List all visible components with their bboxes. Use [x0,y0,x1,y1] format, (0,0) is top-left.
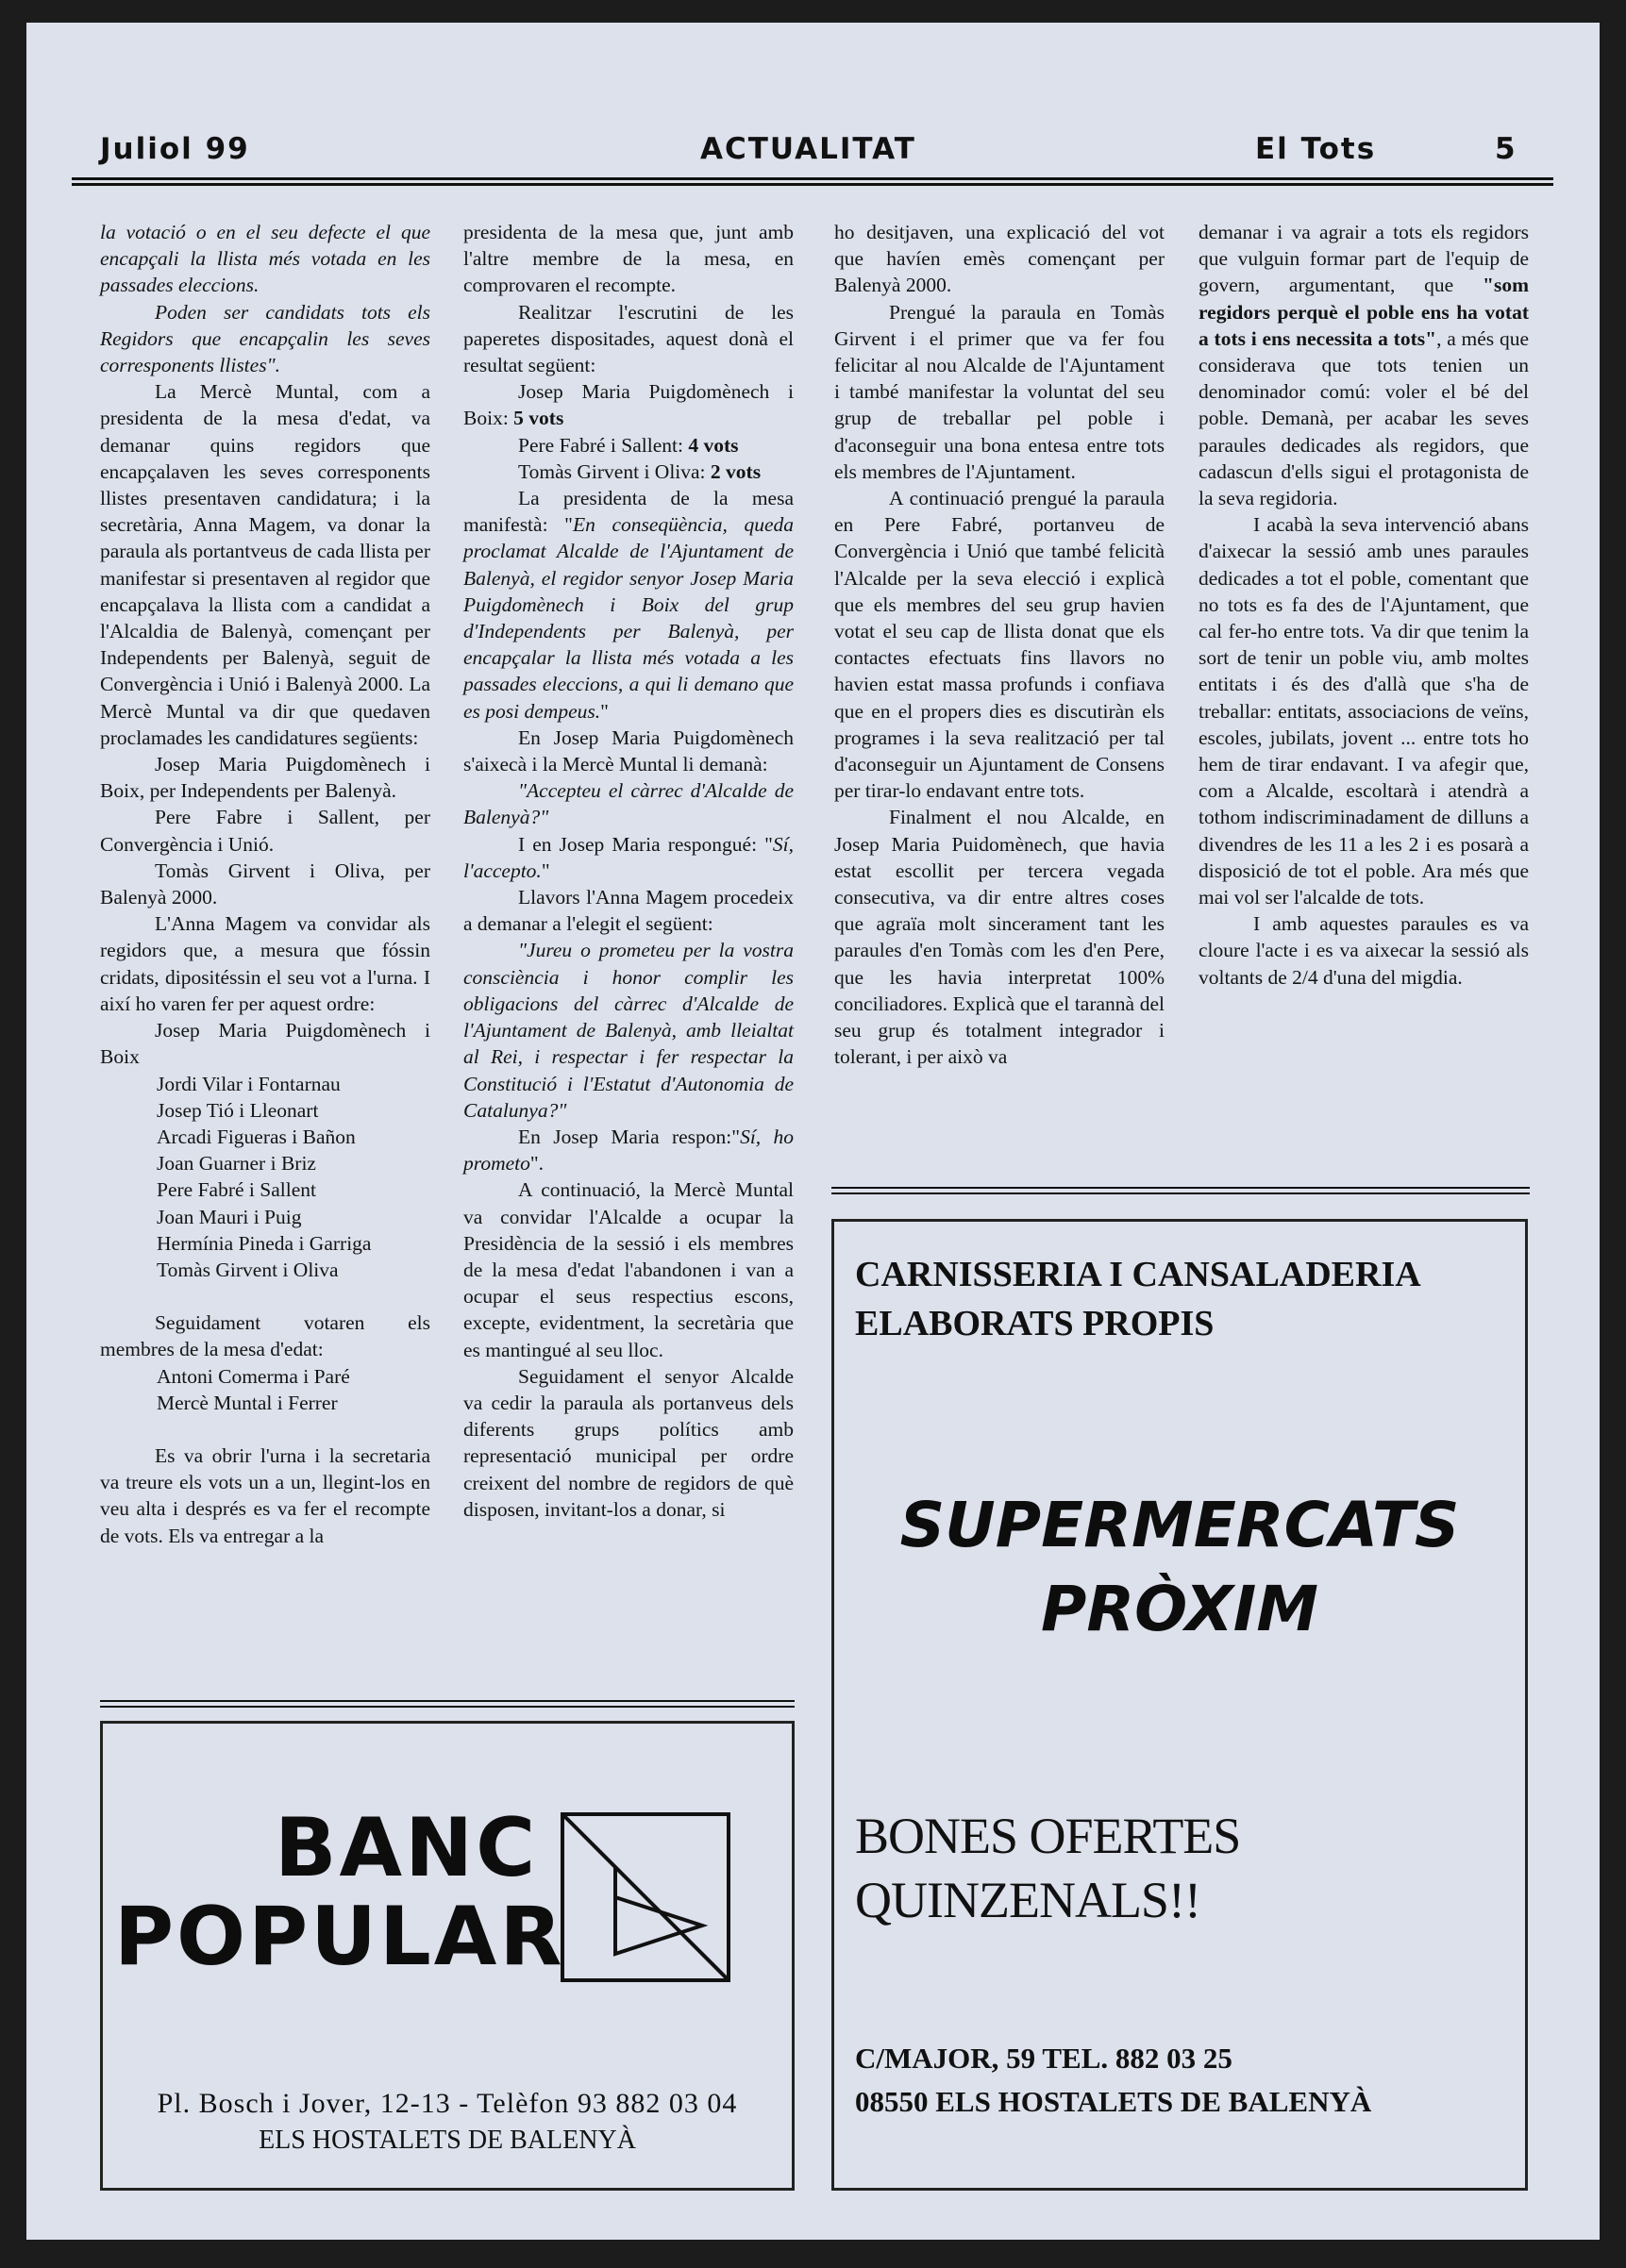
article-paragraph: Pere Fabre i Sallent, per Convergència i Unió. [100,806,430,856]
article-paragraph: En Josep Maria Puigdomènech s'aixecà i la Mercè Muntal li demanà: [463,725,794,776]
article-paragraph: Es va obrir l'urna i la secretaria va treure els vots un a un, llegint-los en veu alta i després es va fer el recompte de vots. Els va entregar a la [100,1443,430,1547]
article-paragraph: I en Josep Maria respongué: "Sí, l'accepto." [463,832,794,882]
ad-divider-rule-2 [831,1192,1530,1194]
article-paragraph: la votació o en el seu defecte el que encapçali la llista més votada en les passades eleccions. [100,221,430,297]
header-date: Juliol 99 [100,132,250,166]
bank-logo-icon [561,1812,730,1982]
article-column-3 [834,219,1165,1071]
article-paragraph: Josep Maria Puigdomènech i Boix: 5 vots [463,380,794,430]
article-paragraph: Hermínia Pineda i Garriga [157,1231,372,1255]
supermarket-address: C/MAJOR, 59 TEL. 882 03 25 [855,2042,1232,2075]
offers-line1: BONES OFERTES [855,1808,1241,1864]
article-paragraph: Josep Tió i Lleonart [157,1098,319,1122]
article-paragraph: La Mercè Muntal, com a presidenta de la mesa d'edat, va demanar quins regidors que encapçalaven les seves corresponents llistes presentaven candidatura; i la secretària, Anna Magem, va donar la paraula als portantveus de cada llista per manifestar si presentaven al regidor que encapçalava la llista com a candidat a l'Alcaldia de Balenyà, començant per Independents per Balenyà, seguit de Convergència i Unió i Balenyà 2000. La Mercè Muntal va dir que quedaven proclamades les candidatures següents: [100,380,430,749]
ad-divider-rule [831,1187,1530,1189]
bank-ad-rule [100,1700,795,1702]
article-column-1 [100,219,430,1549]
article-paragraph: L'Anna Magem va convidar als regidors que, a mesura que fóssin cridats, dipositéssin el seu vot a l'urna. I així ho varen fer per aquest ordre: [100,912,430,1015]
article-paragraph: Prengué la paraula en Tomàs Girvent i el primer que va fer fou felicitar al nou Alcalde de l'Ajuntament i també manifestar la voluntat del seu grup de treballar pel poble i d'aconseguir una bona entesa entre tots els membres de l'Ajuntament. [834,300,1165,483]
article-paragraph: Antoni Comerma i Paré [157,1364,350,1388]
article-paragraph: Seguidament votaren els membres de la mesa d'edat: [100,1311,430,1361]
supermarket-brand-line2: PRÒXIM [1040,1573,1319,1645]
supermarket-brand-line1: SUPERMERCATS [899,1489,1460,1561]
article-paragraph: Tomàs Girvent i Oliva [157,1258,339,1281]
article-paragraph: presidenta de la mesa que, junt amb l'altre membre de la mesa, en comprovaren el recompte. [463,221,794,297]
bank-ad-rule-2 [100,1706,795,1708]
header-rule-bottom [72,183,1553,186]
article-paragraph: Joan Guarner i Briz [157,1152,316,1176]
article-paragraph: Tomàs Girvent i Oliva, per Balenyà 2000. [100,859,430,909]
supermarket-line1: CARNISSERIA I CANSALADERIA [855,1255,1421,1294]
article-paragraph: "Accepteu el càrrec d'Alcalde de Balenyà?" [463,779,794,829]
bank-address: Pl. Bosch i Jover, 12-13 - Telèfon 93 882 03 04 [157,2088,738,2119]
bank-name-line2: POPULAR [114,1890,565,1984]
article-paragraph: Mercè Muntal i Ferrer [157,1391,338,1414]
bank-name-line1: BANC [275,1801,539,1895]
header-page-number: 5 [1495,132,1517,166]
article-paragraph: Finalment el nou Alcalde, en Josep Maria Puidomènech, que havia estat escollit per tercera vegada consecutiva, va dir entre altres coses que agraïa molt sincerament tant les paraules d'en Tomàs com les d'en Pere, que les havia interpretat 100% conciliadores. Explicà que el tarannà del seu grup és totalment integrador i tolerant, i per això va [834,806,1165,1069]
article-paragraph: demanar i va agrair a tots els regidors que vulguin formar part de l'equip de govern, argumentant, que "som regidors perquè el poble ens ha votat a tots i ens necessita a tots", a més que considerava que tots tenien un denominador comú: voler el bé del poble. Demanà, per acabar les seves paraules dedicades als regidors, que cadascun d'ells sigui el protagonista de la seva regidoria. [1199,221,1530,510]
article-paragraph: Realitzar l'escrutini de les paperetes dispositades, aquest donà el resultat següent: [463,300,794,377]
article-paragraph: La presidenta de la mesa manifestà: "En conseqüència, queda proclamat Alcalde de l'Ajuntament de Balenyà, el regidor senyor Josep Maria Puigdomènech i Boix del grup d'Independents per Balenyà, per encapçalar la llista més votada a les passades eleccions, a qui li demano que es posi dempeus." [463,487,795,723]
header-section: ACTUALITAT [700,132,916,166]
article-paragraph: A continuació, la Mercè Muntal va convidar l'Alcalde a ocupar la Presidència de la sessió i els membres de la mesa d'edat l'abandonen i van a ocupar el seus respectius escons, excepte, evidentment, la secretària que es mantingué al seu lloc. [463,1178,794,1361]
article-paragraph: Poden ser candidats tots els Regidors que encapçalin les seves corresponents llistes". [100,300,430,377]
newspaper-page [26,23,1600,2240]
article-paragraph: I acabà la seva intervenció abans d'aixecar la sessió amb unes paraules dedicades a tot el poble, comentant que no tots es fa des de l'Ajuntament, que cal fer-ho entre tots. Va dir que tenim la sort de tenir un poble viu, amb moltes entitats i és des d'allà que s'ha de treballar: entitats, associacions de veïns, escoles, jubilats, jovent ... entre tots ho hem de tirar endavant. I va afegir que, com a Alcalde, escoltarà i atendrà a tothom indiscriminadament de dilluns a divendres de les 11 a les 2 i es posarà a disposició de tot el poble. Ara més que mai vol ser l'alcalde de tots. [1199,513,1529,909]
article-paragraph: Josep Maria Puigdomènech i Boix, per Independents per Balenyà. [100,753,430,803]
article-paragraph: Llavors l'Anna Magem procedeix a demanar a l'elegit el següent: [463,886,794,936]
article-paragraph: Josep Maria Puigdomènech i Boix [100,1019,430,1069]
header-rule-top [72,177,1553,180]
article-column-2 [463,219,794,1523]
article-paragraph: Pere Fabré i Sallent [157,1178,316,1202]
article-paragraph: Tomàs Girvent i Oliva: 2 vots [518,459,762,483]
article-paragraph: Joan Mauri i Puig [157,1205,302,1228]
article-column-4 [1199,219,1529,991]
supermarket-town: 08550 ELS HOSTALETS DE BALENYÀ [855,2085,1372,2118]
article-paragraph: "Jureu o prometeu per la vostra consciència i honor complir les obligacions del càrrec d'Alcalde de l'Ajuntament de Balenyà, amb lleialtat al Rei, i respectar i fer respectar la Constitució i l'Estatut d'Autonomia de Catalunya?" [463,939,794,1122]
header-publication: El Tots [1255,132,1377,166]
article-paragraph: ho desitjaven, una explicació del vot que havíen emès començant per Balenyà 2000. [834,221,1165,297]
supermarket-line2: ELABORATS PROPIS [855,1304,1215,1343]
bank-ad [100,1721,795,2191]
offers-line2: QUINZENALS!! [855,1872,1200,1928]
article-paragraph: I amb aquestes paraules es va cloure l'acte i es va aixecar la sessió als voltants de 2/4 d'una del migdia. [1199,912,1529,989]
article-paragraph: A continuació prengué la paraula en Pere Fabré, portanveu de Convergència i Unió que també felicità l'Alcalde per la seva elecció i explicà que els membres del seu grup havien votat el seu cap de llista donat que els contactes efectuats fins llavors no havien estat massa profunds i confiava que en el propers dies es discutiràn els programes i la seva realització per tal d'aconseguir un Ajuntament de Consens per tirar-lo endavant entre tots. [834,487,1165,803]
bank-town: ELS HOSTALETS DE BALENYÀ [259,2126,636,2155]
article-paragraph: Jordi Vilar i Fontarnau [157,1072,341,1095]
article-paragraph: En Josep Maria respon:"Sí, ho prometo". [463,1125,794,1176]
supermarket-ad [831,1219,1528,2191]
article-paragraph: Arcadi Figueras i Bañon [157,1125,356,1148]
article-paragraph: Seguidament el senyor Alcalde va cedir la paraula als portanveus dels diferents grups polítics amb representació municipal per ordre creixent del nombre de regidors de què disposen, invitant-los a donar, si [463,1364,794,1521]
article-paragraph: Pere Fabré i Sallent: 4 vots [518,433,739,457]
